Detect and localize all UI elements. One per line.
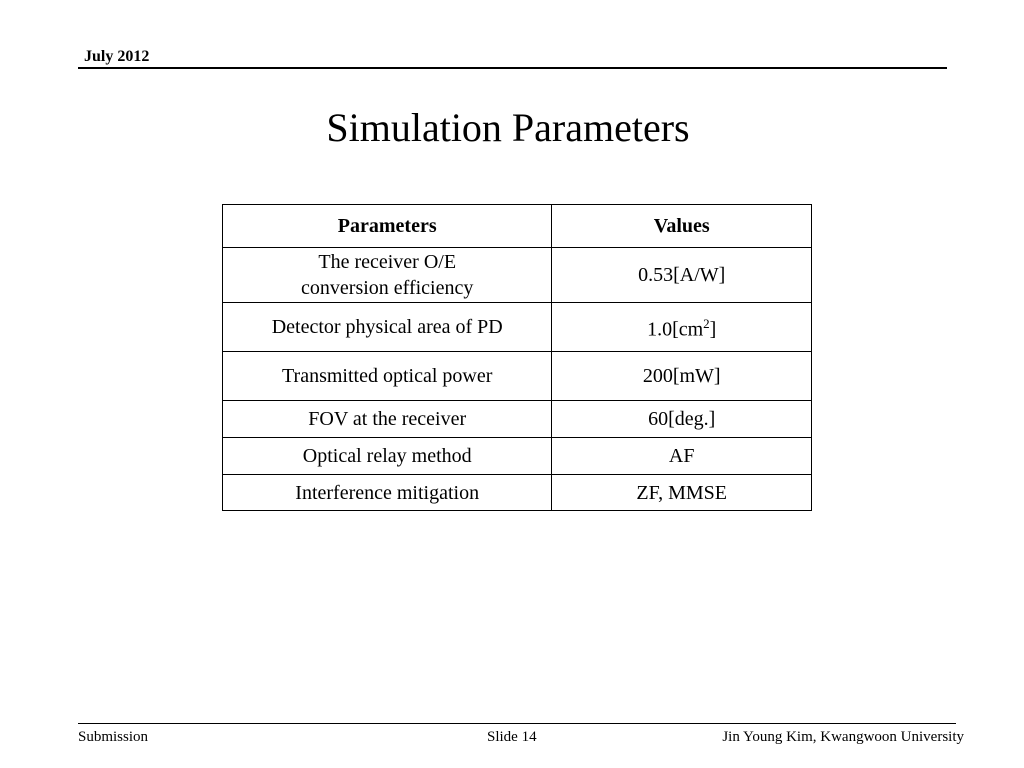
parameter-cell: Transmitted optical power — [223, 352, 552, 401]
parameter-text-line2: conversion efficiency — [301, 277, 474, 299]
table-row — [223, 248, 812, 303]
footer-submission: Submission — [78, 729, 149, 745]
value-suffix: ] — [709, 318, 717, 341]
value-cell — [552, 303, 812, 352]
value-prefix: 1.0[cm — [647, 318, 704, 341]
parameter-cell: FOV at the receiver — [223, 401, 552, 438]
footer-rule — [78, 723, 956, 724]
value-cell: 60[deg.] — [552, 401, 812, 438]
table-row — [223, 401, 812, 438]
parameter-cell: Detector physical area of PD — [223, 303, 552, 352]
table-row — [223, 352, 812, 401]
column-header-values: Values — [552, 205, 812, 248]
parameter-cell: Optical relay method — [223, 438, 552, 475]
table-header-row — [223, 205, 812, 248]
value-superscript: 2 — [703, 316, 710, 332]
footer-slide-number: Slide 14 — [487, 729, 537, 745]
value-cell: AF — [552, 438, 812, 475]
footer-author: Jin Young Kim, Kwangwoon University — [722, 729, 964, 745]
table-row — [223, 475, 812, 511]
table-row — [223, 303, 812, 352]
header-date: July 2012 — [84, 48, 150, 65]
parameter-cell: Interference mitigation — [223, 475, 552, 511]
value-cell: ZF, MMSE — [552, 475, 812, 511]
value-cell: 0.53[A/W] — [552, 248, 812, 303]
value-cell: 200[mW] — [552, 352, 812, 401]
header-rule — [78, 67, 947, 69]
table-row — [223, 438, 812, 475]
parameters-table — [222, 204, 812, 511]
parameter-text-line1: The receiver O/E — [318, 251, 457, 273]
column-header-parameters: Parameters — [223, 205, 552, 248]
page-title: Simulation Parameters — [326, 105, 690, 150]
parameter-cell — [223, 248, 552, 303]
